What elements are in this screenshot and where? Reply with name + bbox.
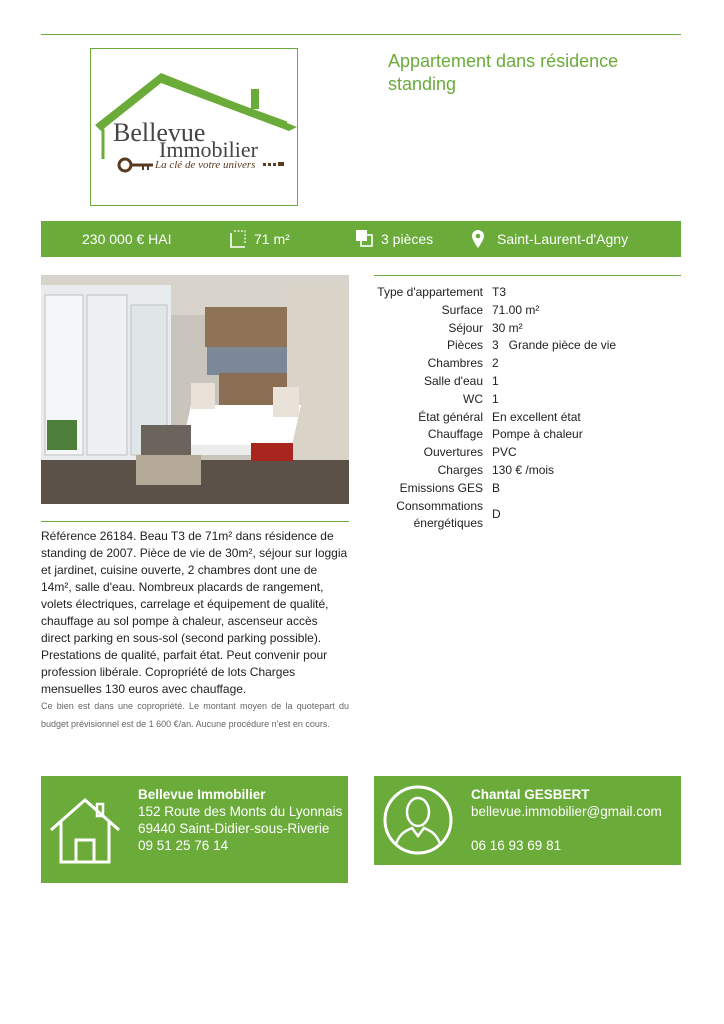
user-avatar-icon [382,784,454,856]
spec-row [374,320,681,338]
spec-label: Pièces [446,338,483,353]
logo-line1: Bellevue [113,118,206,147]
agency-name: Bellevue Immobilier [138,787,266,802]
spec-row [374,337,681,355]
agency-city: 69440 Saint-Didier-sous-Riverie [138,821,330,836]
description: Référence 26184. Beau T3 de 71m² dans résidence de standing de 2007. Pièce de vie de 30m², séjour sur loggia et jardinet, cuisine ouverte, 2 chambres dont une de 14m², salle d'eau. Nombreux placards de rangement, volets électriques, carrelage et équipement de qualité, chauffage au sol pompe à chaleur, ascenseur accès direct parking en sous-sol (second parking possible). Prestations de qualité, parfait état. Peut convenir pour profession libérale. Copropriété de lots Charges mensuelles 130 euros avec chauffage. [41,529,348,696]
spec-row [374,462,681,480]
contact-card [374,776,681,865]
agency-logo [90,48,298,206]
spec-row [374,444,681,462]
logo-line2: Immobilier [159,137,258,162]
surface: 71 m² [254,231,290,247]
surface-icon [229,229,247,249]
description-divider [41,521,349,522]
spec-row [374,373,681,391]
spec-value: D [492,507,501,522]
spec-value: 2 [492,356,499,371]
spec-label: Séjour [448,320,483,335]
spec-row [374,426,681,444]
rooms-icon [355,229,373,247]
specs-table [374,284,681,533]
spec-label: Surface [441,302,483,317]
spec-label: État général [418,409,483,424]
agency-card [41,776,348,883]
house-icon [49,796,121,864]
summary-band [41,221,681,257]
spec-row [374,480,681,498]
spec-label: Salle d'eau [423,373,483,388]
property-photo [41,275,349,504]
spec-value: 130 € /mois [492,462,555,477]
spec-value: 71.00 m² [492,302,540,317]
spec-label: WC [463,391,483,406]
spec-value: 1 [492,391,499,406]
spec-value: 30 m² [492,320,523,335]
top-divider [41,34,681,35]
spec-row [374,498,681,534]
spec-row [374,409,681,427]
spec-label: Ouvertures [423,445,483,460]
spec-value: 1 [492,373,499,388]
spec-label: Charges [437,462,483,477]
spec-label: Chauffage [427,427,483,442]
spec-value: PVC [492,445,517,460]
spec-label: Emissions GES [399,480,483,495]
contact-email[interactable]: bellevue.immobilier@gmail.com [471,804,662,819]
spec-label: Chambres [427,356,483,371]
rooms: 3 pièces [381,231,434,247]
agency-address: 152 Route des Monts du Lyonnais [138,804,343,819]
spec-row [374,284,681,302]
contact-phone[interactable]: 06 16 93 69 81 [471,838,562,853]
contact-name: Chantal GESBERT [471,787,590,802]
spec-label: Consommations énergétiques [396,498,483,531]
spec-value: En excellent état [492,409,581,424]
location-pin-icon [471,229,485,249]
spec-value: Pompe à chaleur [492,427,583,442]
spec-value: 3 Grande pièce de vie [492,338,617,353]
spec-row [374,302,681,320]
spec-row [374,391,681,409]
spec-row [374,355,681,373]
price: 230 000 € HAI [82,231,172,247]
copropriete-note: Ce bien est dans une copropriété. Le montant moyen de la quotepart du budget prévisionnel est de 1 600 €/an. Aucune procédure n'est en cours. [41,701,349,729]
logo-tagline: La clé de votre univers [155,159,256,171]
agency-phone[interactable]: 09 51 25 76 14 [138,838,229,853]
spec-value: B [492,480,501,495]
spec-value: T3 [492,285,507,299]
city: Saint-Laurent-d'Agny [497,231,629,247]
spec-label: Type d'appartement [377,285,483,299]
specs-divider [374,275,681,276]
listing-title: Appartement dans résidence standing [388,51,619,94]
